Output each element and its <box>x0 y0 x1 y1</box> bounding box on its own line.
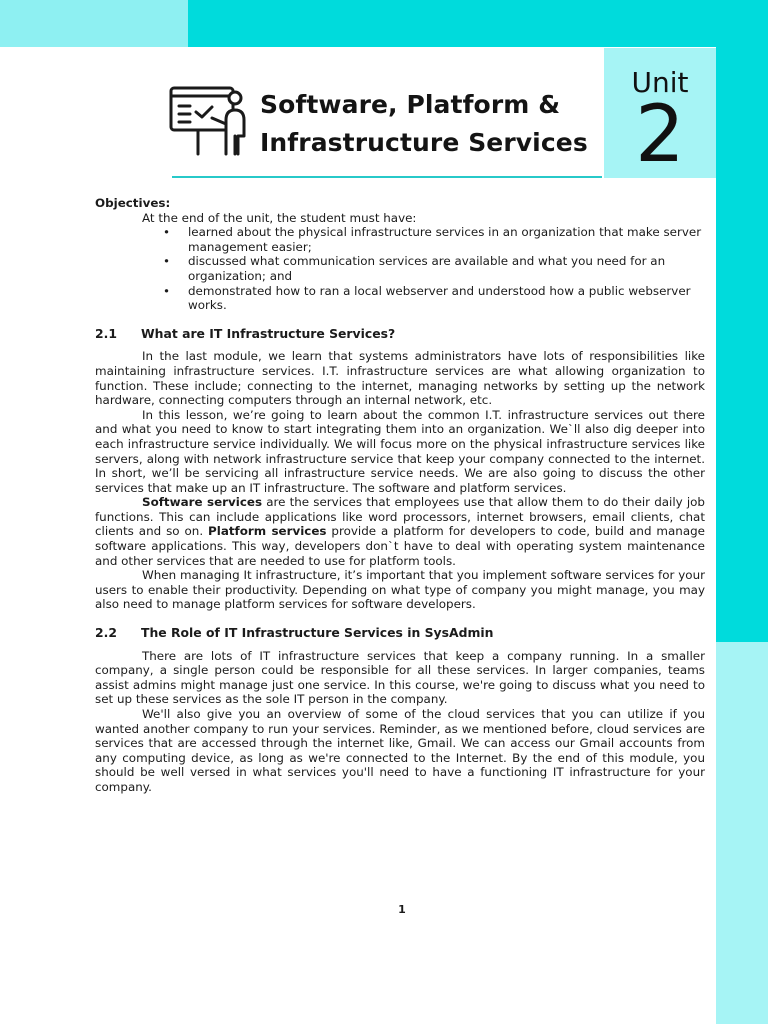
title-rule <box>172 176 602 178</box>
section-title: The Role of IT Infrastructure Services in SysAdmin <box>141 625 494 641</box>
unit-badge <box>604 48 716 178</box>
right-accent-band <box>716 47 768 642</box>
objectives-intro: At the end of the unit, the student must have: <box>142 210 417 225</box>
unit-number: 2 <box>635 90 685 180</box>
objective-item: • learned about the physical infrastructure services in an organization that make server management easier; <box>163 225 702 254</box>
section-heading-2-2 <box>95 626 705 641</box>
objectives-list <box>95 225 705 313</box>
page-number: 1 <box>398 903 406 916</box>
title-line-1: Software, Platform & <box>260 90 561 119</box>
term-software-services: Software services <box>142 495 263 510</box>
presentation-board-icon <box>168 84 248 158</box>
bullet-icon: • <box>163 254 171 269</box>
section-number: 2.1 <box>95 325 117 341</box>
bullet-icon: • <box>163 283 171 298</box>
unit-label: Unit <box>631 66 689 99</box>
paragraph: In the last module, we learn that systems administrators have lots of responsibilities like maintaining infrastructure services. I.T. infrastructure services are what allowing organization to function. These include; connecting to the internet, managing networks by setting up the network hardware, connecting computers through an internal network, etc. <box>95 349 705 408</box>
section-number: 2.2 <box>95 625 117 641</box>
bullet-icon: • <box>163 225 171 240</box>
objective-item: • demonstrated how to ran a local webserver and understood how a public webserver works. <box>163 283 691 313</box>
right-light-band <box>716 642 768 1024</box>
term-platform-services: Platform services <box>208 524 327 539</box>
top-accent-band <box>188 0 768 47</box>
title-line-2: Infrastructure Services <box>260 128 588 157</box>
paragraph: We'll also give you an overview of some of the cloud services that you can utilize if you wanted another company to run your services. Reminder, as we mentioned before, cloud services are services that are accessed through the internet like, Gmail. We can access our Gmail accounts from any computing device, as long as we're connected to the Internet. By the end of this module, you should be well versed in what services you'll need to have a functioning IT infrastructure for your company. <box>95 707 705 794</box>
paragraph: There are lots of IT infrastructure services that keep a company running. In a smaller company, a single person could be responsible for all these services. In larger companies, teams assist admins might manage just one service. In this course, we're going to discuss what you need to set up these services as the sole IT person in the company. <box>95 648 705 707</box>
section-heading-2-1 <box>95 327 705 342</box>
paragraph: In this lesson, we’re going to learn about the common I.T. infrastructure services out there and what you need to know to start integrating them into an organization. We`ll also dig deeper into each infrastructure service individually. We will focus more on the physical infrastructure services like servers, along with network infrastructure service that keep your company connected to the internet. In short, we’ll be servicing all infrastructure service needs. We are also going to discuss the other services that make up an IT infrastructure. The software and platform services. <box>95 407 705 495</box>
page-content <box>95 196 705 795</box>
objective-item: • discussed what communication services are available and what you need for an organization; and <box>163 254 666 283</box>
paragraph: When managing It infrastructure, it’s important that you implement software services for your users to enable their productivity. Depending on what type of company you might manage, you may also need to manage platform services for software developers. <box>95 568 705 612</box>
unit-title <box>260 86 588 162</box>
objectives-heading: Objectives: <box>95 196 171 210</box>
paragraph: Software services are the services that employees use that allow them to do their daily job functions. This can include applications like word processors, internet browsers, email clients, chat clients and so on. Platform services provide a platform for developers to code, build and manage software applications. This way, developers don`t have to deal with operating system maintenance and other services that are needed to use for platform tools. <box>95 495 705 568</box>
top-light-band <box>0 0 190 47</box>
section-title: What are IT Infrastructure Services? <box>141 325 396 341</box>
